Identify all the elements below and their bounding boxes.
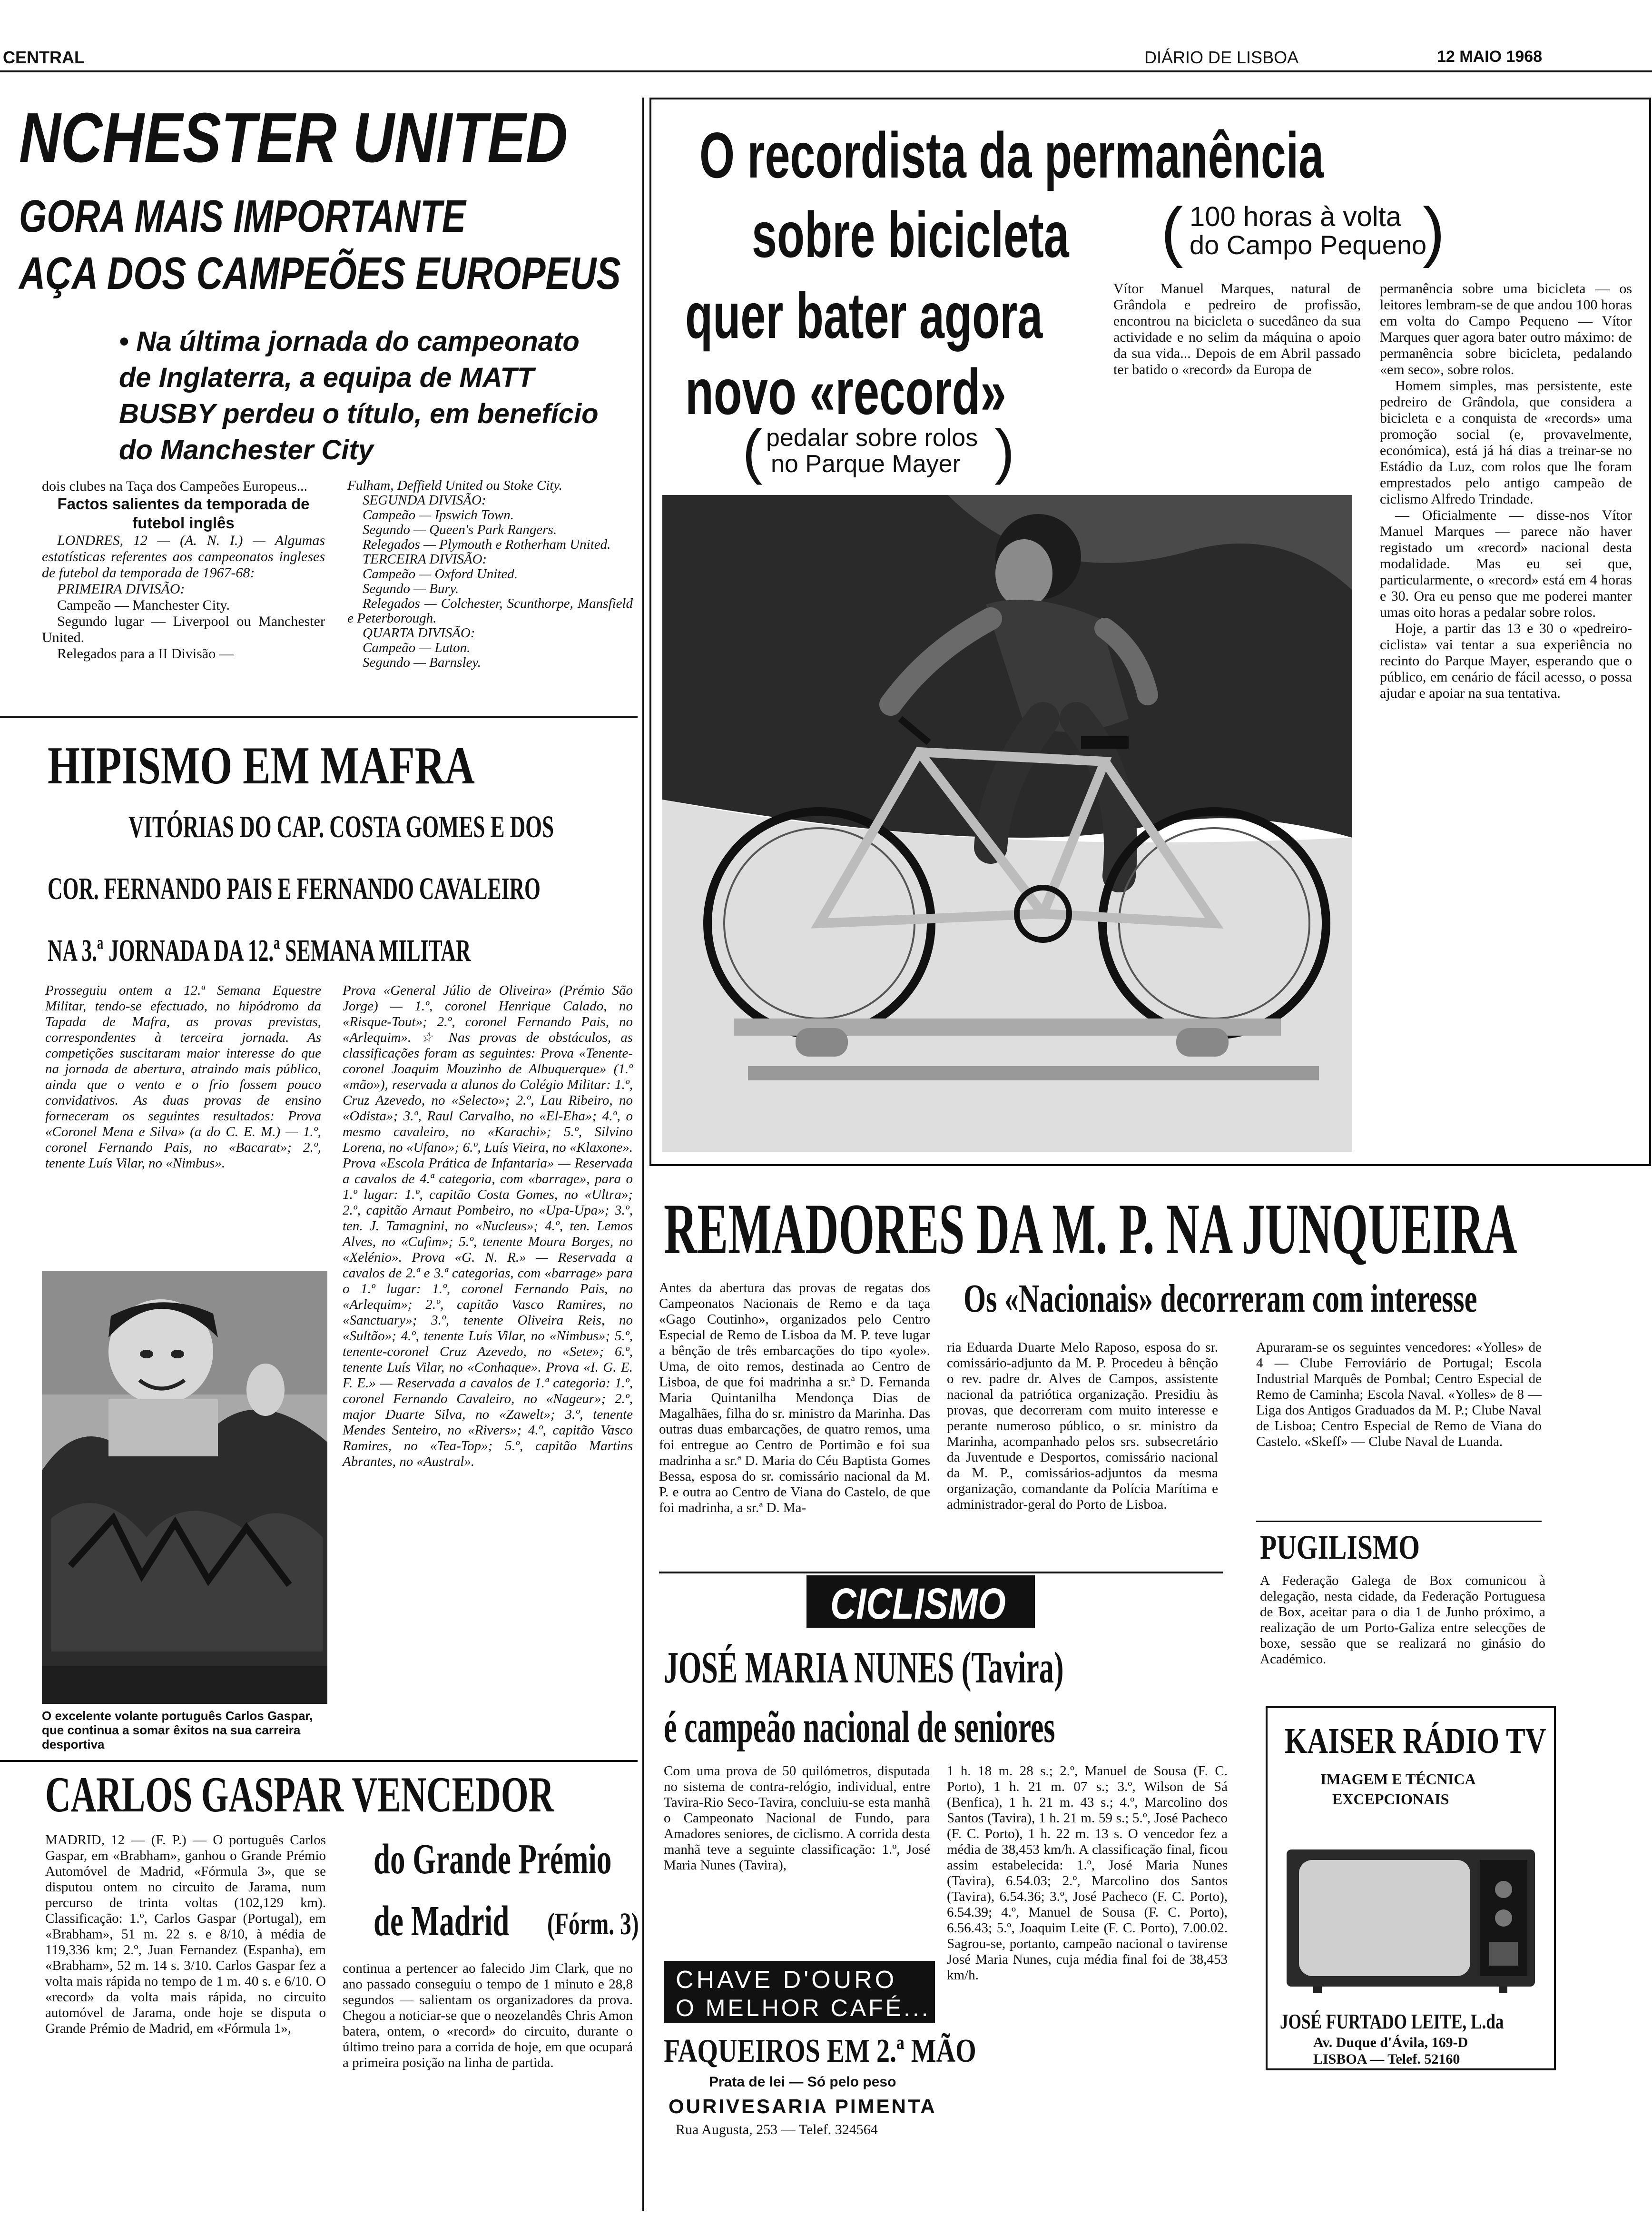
kaiser-sub-1: IMAGEM E TÉCNICA (1320, 1770, 1476, 1788)
manchester-bullet-summary: • Na última jornada do campeonato de Inglaterra, a equipa de MATT BUSBY perdeu o título, em benefício do Manchester City (119, 326, 599, 465)
bike-headline-2: sobre bicicleta (752, 198, 1069, 271)
column-divider (642, 98, 644, 2211)
section-divider (0, 716, 638, 718)
bike-paren-2: ( (742, 417, 763, 485)
remo-subhead: Os «Nacionais» decorreram com interesse (964, 1276, 1477, 1321)
hipismo-subhead-2: COR. FERNANDO PAIS E FERNANDO CAVALEIRO (48, 871, 541, 906)
kaiser-address: Av. Duque d'Ávila, 169-D (1313, 2035, 1468, 2050)
carlos-gaspar-photo (42, 1271, 327, 1704)
kaiser-title: KAISER RÁDIO TV (1285, 1721, 1546, 1761)
bike-paren-1-line-a: 100 horas à volta (1190, 201, 1401, 232)
faqueiros-prata: Prata de lei — Só pelo peso (709, 2074, 896, 2090)
remo-headline: REMADORES DA M. P. NA JUNQUEIRA (664, 1189, 1517, 1269)
hipismo-col-1: Prosseguiu ontem a 12.ª Semana Equestre Militar, tendo-se efectuado, no hipódromo da Tapada de Mafra, as provas previstas, correspondentes à terceira jornada. As competições suscitaram maior interesse do que na jornada de abertura, atraindo mais público, ainda que o vento e o frio fossem pouco convidativos. As duas provas de ensino forneceram os seguintes resultados: Prova «Coronel Mena e Silva» (a do C. E. M.) — 1.º, coronel Fernando Pais, no «Bacarat»; 2.º, tenente Luís Vilar, no «Nimbus». (45, 983, 321, 1171)
manchester-col-2: Fulham, Deffield United ou Stoke City. SEGUNDA DIVISÃO: Campeão — Ipswich Town. Segundo — Queen's Park Rangers. Relegados — Plymouth e Rotherham United. TERCEIRA DIVISÃO: Campeão — Oxford United. Segundo — Bury. Relegados — Colchester, Scunthorpe, Mansfield e Peterborough. QUARTA DIVISÃO: Campeão — Luton. Segundo — Barnsley. (347, 478, 633, 670)
gaspar-headline: CARLOS GASPAR VENCEDOR (45, 1767, 554, 1822)
hipismo-headline: HIPISMO EM MAFRA (48, 736, 475, 795)
remo-col-3: Apuraram-se os seguintes vencedores: «Yolles» de 4 — Clube Ferroviário de Portugal; Escola Industrial Marquês de Pombal; Centro Especial de Remo de Caminha; Escola Naval. «Yolles» de 8 — Liga dos Antigos Graduados da M. P.; Clube Naval de Lisboa; Centro Especial de Remo de Viana do Castelo. «Skeff» — Clube Naval de Luanda. (1256, 1340, 1542, 1449)
bike-headline-3: quer bater agora (685, 279, 1043, 352)
bike-paren-1: ( (1161, 194, 1183, 268)
pugilismo-headline: PUGILISMO (1260, 1528, 1420, 1566)
kaiser-city: LISBOA — Telef. 52160 (1313, 2051, 1460, 2067)
kaiser-sub-2: EXCEPCIONAIS (1332, 1790, 1449, 1808)
gaspar-subhead-3: (Fórm. 3) (547, 1907, 639, 1941)
issue-date: 12 MAIO 1968 (1437, 48, 1543, 66)
bike-paren-2-line-b: no Parque Mayer (771, 450, 961, 478)
manchester-subhead-1: GORA MAIS IMPORTANTE (19, 191, 466, 242)
bike-col-1: Vítor Manuel Marques, natural de Grândola e pedreiro de profissão, encontrou na bicicleta o sucedâneo da sua actividade e no selim da máquina o apoio da sua vida... Depois de em Abril passado ter batido o «record» da Europa de (1113, 281, 1361, 377)
manchester-headline: NCHESTER UNITED (19, 99, 568, 177)
newspaper-name: DIÁRIO DE LISBOA (1144, 48, 1299, 67)
gaspar-subhead-1: do Grande Prémio (374, 1836, 612, 1883)
chave-douro-line-1: CHAVE D'OURO (676, 1966, 897, 1994)
ciclismo-col-1: Com uma prova de 50 quilómetros, disputada no sistema de contra-relógio, individual, entre Tavira-Rio Seco-Tavira, concluiu-se esta manhã o Campeonato Nacional de Fundo, para Amadores seniores, de ciclismo. A corrida desta manhã teve a seguinte classificação: 1.º, José Maria Nunes (Tavira), (664, 1763, 930, 1873)
remo-col-1: Antes da abertura das provas de regatas dos Campeonatos Nacionais de Remo e da taça «Gago Coutinho», organizados pelo Centro Especial de Remo de Lisboa da M. P. teve lugar a bênção de três embarcações do tipo «yole». Uma, de oito remos, destinada ao Centro de Lisboa, de que foi madrinha a sr.ª D. Fernanda Maria Quintanilha Mendonça Dias de Magalhães, filha do sr. ministro da Marinha. Das outras duas embarcações, de quatro remos, uma foi entregue ao Centro de Portimão e foi sua madrinha a sr.ª D. Maria do Céu Baptista Gomes Bessa, esposa do sr. comissário nacional da M. P. e outra ao Centro de Viana do Castelo, de que foi madrinha, a sr.ª D. Ma- (659, 1280, 930, 1515)
gaspar-col-1: MADRID, 12 — (F. P.) — O português Carlos Gaspar, em «Brabham», ganhou o Grande Prémio Automóvel de Madrid, «Fórmula 3», que se disputou ontem no circuito de Jarama, num percurso de trinta voltas (102,129 km). Classificação: 1.º, Carlos Gaspar (Portugal), em «Brabham», 51 m. 22 s. e 8/10, à média de 119,336 km; 2.º, Juan Fernandez (Espanha), em «Brabham», 52 m. 14 s. 3/10. Carlos Gaspar fez a volta mais rápida no tempo de 1 m. 40 s. e 6/10. O «record» da volta mais rápida, no circuito automóvel de Jarama, onde hoje se disputa o Grande Prémio de Madrid, em «Fórmula 1», (45, 1832, 326, 2036)
bike-headline-4: novo «record» (685, 356, 1006, 428)
bike-headline-1: O recordista da permanência (699, 119, 1324, 191)
ciclismo-col-2: 1 h. 18 m. 28 s.; 2.º, Manuel de Sousa (F. C. Porto), 1 h. 21 m. 07 s.; 3.º, Wilson de Sá (Benfica), 1 h. 21 m. 43 s.; 4.º, Marcolino dos Santos (Tavira), 1 h. 21 m. 59 s.; 5.º, José Pacheco (F. C. Porto), 1 h. 22 m. 13 s. O vencedor fez a média de 38,453 km/h. A classificação final, ficou assim estabelecida: 1.º, José Maria Nunes (Tavira), 6.54.03; 2.º, Marcolino dos Santos (Tavira), 6.54.36; 3.º, José Pacheco (F. C. Porto), 6.54.39; 4.º, Manuel de Sousa (F. C. Porto), 6.56.43; 5.º, Joaquim Leite (F. C. Porto), 7.00.02. Sagrou-se, portanto, campeão nacional o tavirense José Maria Nunes, cuja média final foi de 38,453 km/h. (947, 1763, 1228, 1983)
bike-paren-1-close: ) (1423, 194, 1445, 268)
remo-col-2: ria Eduarda Duarte Melo Raposo, esposa do sr. comissário-adjunto da M. P. Procedeu à bênção o rev. padre dr. Alves de Campos, assistente nacional da patriótica organização. Presidiu às provas, que decorreram com muito interesse e perante numeroso público, o sr. ministro da Marinha, acompanhado pelos srs. subsecretário da Juventude e Desportos, comissário nacional da M. P., comissários-adjuntos da mesma organização, comandante da Polícia Marítima e administrador-geral do Porto de Lisboa. (947, 1340, 1218, 1512)
kaiser-firm: JOSÉ FURTADO LEITE, L.da (1280, 2010, 1504, 2033)
masthead-rule (0, 70, 1652, 72)
gaspar-photo-caption: O excelente volante português Carlos Gaspar, que continua a somar êxitos na sua carreira desportiva (42, 1709, 313, 1751)
manchester-col-1: dois clubes na Taça dos Campeões Europeus... Factos salientes da temporada de futebol inglês LONDRES, 12 — (A. N. I.) — Algumas estatísticas referentes aos campeonatos ingleses de futebol da temporada de 1967-68: PRIMEIRA DIVISÃO: Campeão — Manchester City. Segundo lugar — Liverpool ou Manchester United. Relegados para a II Divisão — (42, 478, 325, 662)
pugilismo-top-rule (1256, 1521, 1542, 1522)
tv-icon (1285, 1847, 1537, 1994)
pugilismo-text: A Federação Galega de Box comunicou à delegação, nesta cidade, da Federação Portuguesa de Box, aceitar para o dia 1 de Junho próximo, a realização de um Porto-Galiza entre selecções de boxe, sessão que se realizará no ginásio do Académico. (1260, 1573, 1545, 1667)
gaspar-subhead-2: de Madrid (374, 1898, 510, 1945)
ciclismo-headline-2: é campeão nacional de seniores (664, 1702, 1055, 1752)
section-divider-2 (0, 1760, 638, 1762)
hipismo-col-2: Prova «General Júlio de Oliveira» (Prémio São Jorge) — 1.º, coronel Henrique Calado, no «Risque-Tout»; 2.º, coronel Fernando Pais, no «Arlequim». ☆ Nas provas de obstáculos, as classificações foram as seguintes: Prova «Tenente-coronel Joaquim Mouzinho de Albuquerque» (1.º «mão»), reservada a alunos do Colégio Militar: 1.º, Cruz Azevedo, no «Selecto»; 2.º, Lau Ribeiro, no «Odista»; 3.º, Raul Carvalho, no «El-Eha»; 4.º, o mesmo cavaleiro, no «Karachi»; 5.º, Silvino Lorena, no «Ufano»; 6.º, Luís Vieira, no «Klaxone». Prova «Escola Prática de Infantaria» — Reservada a cavalos de 4.ª categoria, com «barrage», para o 1.º lugar: 1.º, capitão Costa Gomes, no «Ultra»; 2.º, capitão Arnaut Pombeiro, no «Upa-Upa»; 3.º, ten. J. Tamagnini, no «Nucleus»; 4.º, ten. Lemos Alves, no «Cufim»; 5.º, tenente Moura Borges, no «Xelénio». Prova «G. N. R.» — Reservada a cavalos de 2.ª e 3.ª categorias, com «barrage» para o 1.º lugar: 1.º, coronel Fernando Pais, no «Arlequim»; 2.º, capitão Vasco Ramires, no «Sanctuary»; 3.º, tenente Oliveira Reis, no «Sultão»; 4.º, tenente Luís Vilar, no «Nimbus»; 5.º, tenente-coronel Cruz Azevedo, no «Sete»; 6.º, tenente Luís Vilar, no «Conhaque». Prova «I. G. E. F. E.» — Reservada a cavalos de 1.ª categoria: 1.º, coronel Fernando Cavaleiro, no «Nageur»; 2.º, major Duarte Silva, no «Zawelt»; 3.º, tenente Mendes Senteiro, no «Rivers»; 4.º, capitão Vasco Ramires, no «Tea-Top»; 5.º, capitão Martins Abrantes, no «Austral». (343, 983, 633, 1469)
television-illustration (1285, 1847, 1537, 1994)
ciclismo-banner-label: CICLISMO (830, 1580, 1006, 1628)
chave-douro-line-2: O MELHOR CAFÉ... (676, 1995, 931, 2021)
cyclist-image (662, 495, 1352, 1152)
portrait-image (42, 1271, 327, 1704)
bike-paren-2-line-a: pedalar sobre rolos (766, 424, 978, 452)
bike-paren-2-close: ) (994, 417, 1015, 485)
cyclist-photo (662, 495, 1352, 1152)
faqueiros-headline: FAQUEIROS EM 2.ª MÃO (664, 2033, 976, 2069)
gaspar-col-2: continua a pertencer ao falecido Jim Clark, que no ano passado conseguiu o tempo de 1 minuto e 28,8 segundos — salientam os organizadores da prova. Chegou a noticiar-se que o neozelandês Chris Amon batera, ontem, o «record» do circuito, durante o último treino para a corrida de hoje, em que ocupará a primeira posição na linha de partida. (343, 1961, 633, 2070)
section-label: CENTRAL (3, 48, 85, 67)
remo-divider (659, 1572, 1223, 1573)
bike-col-2: permanência sobre uma bicicleta — os leitores lembram-se de que andou 100 horas em volta do Campo Pequeno — Vítor Marques quer agora bater outro máximo: de permanência sobre bicicleta, pedalando «em seco», sobre rolos. Homem simples, mas persistente, este pedreiro de Grândola, que considera a bicicleta e a conquista de «records» uma promoção social (e, provavelmente, económica), está já há dias a treinar-se no Estádio da Luz, com rolos que lhe foram emprestados pelo antigo campeão de ciclismo Alfredo Trindade. — Oficialmente — disse-nos Vítor Manuel Marques — parece não haver registado um «record» nacional desta modalidade. Mas eu sei que, particularmente, o «record» está em 4 horas e 30. Ora eu penso que me poderei manter umas oito horas a pedalar sobre rolos. Hoje, a partir das 13 e 30 o «pedreiro-ciclista» vai tentar a sua experiência no recinto do Parque Mayer, esperando que o público, em cenário de fácil acesso, o possa ajudar e apoiar na sua tentativa. (1380, 281, 1632, 701)
hipismo-subhead-3: NA 3.ª JORNADA DA 12.ª SEMANA MILITAR (48, 933, 471, 968)
ourivesaria-address: Rua Augusta, 253 — Telef. 324564 (676, 2122, 878, 2137)
ciclismo-headline-1: JOSÉ MARIA NUNES (Tavira) (664, 1643, 1064, 1692)
bike-paren-1-line-b: do Campo Pequeno (1190, 230, 1427, 260)
hipismo-subhead-1: VITÓRIAS DO CAP. COSTA GOMES E DOS (128, 810, 554, 844)
ourivesaria-name: OURIVESARIA PIMENTA (669, 2095, 937, 2117)
manchester-subhead-2: AÇA DOS CAMPEÕES EUROPEUS (19, 248, 621, 299)
